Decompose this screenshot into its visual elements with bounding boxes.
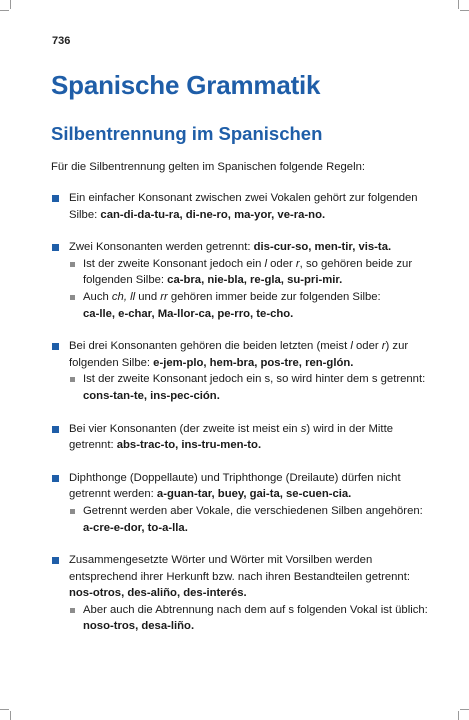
line-text: oder bbox=[267, 257, 296, 270]
rule-line bbox=[69, 552, 431, 569]
line-text: Silbe: bbox=[69, 208, 101, 221]
line-text: getrennt werden: bbox=[69, 488, 157, 501]
line-text: Getrennt werden aber Vokale, die verschiedenen Silben angehören: bbox=[83, 504, 423, 517]
line-text: Bei drei Konsonanten gehören die beiden letzten (meist bbox=[69, 340, 351, 353]
line-text: getrennt: bbox=[69, 439, 117, 452]
sub-rule-item bbox=[69, 256, 431, 289]
square-bullet-icon bbox=[52, 475, 59, 482]
rule-line bbox=[69, 207, 431, 224]
crop-mark-top-left-v bbox=[10, 0, 11, 9]
crop-mark-top-left-h bbox=[0, 10, 9, 11]
italic-letter: rr bbox=[160, 290, 168, 303]
intro-text: Für die Silbentrennung gelten im Spanischen folgende Regeln: bbox=[51, 161, 366, 173]
line-text: und bbox=[135, 290, 161, 303]
rule-item bbox=[51, 421, 431, 454]
rule-line bbox=[69, 569, 431, 586]
bold-example: can-di-da-tu-ra, di-ne-ro, ma-yor, ve-ra-no. bbox=[100, 208, 326, 221]
rule-item bbox=[51, 552, 431, 635]
sub-rule-line bbox=[83, 289, 431, 306]
line-text: , so gehören beide zur bbox=[299, 257, 413, 270]
rules-list bbox=[51, 190, 431, 651]
rule-line bbox=[69, 190, 431, 207]
bold-example: noso-tros, desa-liño. bbox=[83, 620, 195, 633]
line-text: ) zur bbox=[385, 340, 409, 353]
italic-letter: r bbox=[381, 340, 386, 353]
italic-letter: r bbox=[295, 257, 300, 270]
square-bullet-icon bbox=[52, 195, 59, 202]
sub-rule-item bbox=[69, 503, 431, 536]
sub-rule-item bbox=[69, 602, 431, 635]
sub-rule-line bbox=[83, 520, 431, 537]
square-bullet-icon bbox=[52, 557, 59, 564]
rule-line bbox=[69, 585, 431, 602]
sub-rule-line bbox=[83, 602, 431, 619]
square-bullet-icon bbox=[52, 244, 59, 251]
sub-rule-line bbox=[83, 618, 431, 635]
crop-mark-bottom-right-h bbox=[460, 709, 469, 710]
line-text: ) wird in der Mitte bbox=[306, 422, 393, 435]
rule-line bbox=[69, 355, 431, 372]
bold-example: cons-tan-te, ins-pec-ción. bbox=[83, 389, 220, 402]
line-text: Zwei Konsonanten werden getrennt: bbox=[69, 241, 254, 254]
crop-mark-bottom-left-v bbox=[10, 711, 11, 720]
small-square-bullet-icon bbox=[70, 295, 75, 300]
small-square-bullet-icon bbox=[70, 608, 75, 613]
rule-line bbox=[69, 421, 431, 438]
line-text: Bei vier Konsonanten (der zweite ist meist ein bbox=[69, 422, 301, 435]
bold-example: a-guan-tar, buey, gai-ta, se-cuen-cia. bbox=[156, 488, 352, 501]
bold-example: ca-bra, nie-bla, re-gla, su-pri-mir. bbox=[167, 274, 343, 287]
rule-item bbox=[51, 470, 431, 536]
crop-mark-top-right-h bbox=[460, 10, 469, 11]
rule-item bbox=[51, 239, 431, 322]
section-heading: Silbentrennung im Spanischen bbox=[51, 123, 323, 144]
small-square-bullet-icon bbox=[70, 377, 75, 382]
line-text: Diphthonge (Doppellaute) und Triphthonge (Dreilaute) dürfen nicht bbox=[69, 471, 401, 484]
line-text: Ist der zweite Konsonant jedoch ein bbox=[83, 257, 265, 270]
sub-rule-item bbox=[69, 371, 431, 404]
sub-rule-line bbox=[83, 388, 431, 405]
sub-rule-line bbox=[83, 503, 431, 520]
italic-letter: ch, ll bbox=[111, 290, 136, 303]
rule-line bbox=[69, 338, 431, 355]
crop-mark-top-right-v bbox=[458, 0, 459, 9]
line-text: gehören immer beide zur folgenden Silbe: bbox=[167, 290, 381, 303]
bold-example: dis-cur-so, men-tir, vis-ta. bbox=[253, 241, 392, 254]
sub-rule-item bbox=[69, 289, 431, 322]
sub-rule-line bbox=[83, 256, 431, 273]
rule-item bbox=[51, 338, 431, 404]
line-text: folgenden Silbe: bbox=[69, 356, 154, 369]
crop-mark-bottom-right-v bbox=[458, 711, 459, 720]
bold-example: ca-lle, e-char, Ma-llor-ca, pe-rro, te-cho. bbox=[83, 307, 294, 320]
italic-letter: l bbox=[350, 340, 353, 353]
bold-example: a-cre-e-dor, to-a-lla. bbox=[83, 521, 188, 534]
square-bullet-icon bbox=[52, 426, 59, 433]
sub-rule-line bbox=[83, 306, 431, 323]
sub-rule-line bbox=[83, 371, 431, 388]
bold-example: e-jem-plo, hem-bra, pos-tre, ren-glón. bbox=[153, 356, 354, 369]
rule-line bbox=[69, 437, 431, 454]
line-text: Zusammengesetzte Wörter und Wörter mit Vorsilben werden bbox=[69, 554, 373, 567]
line-text: Aber auch die Abtrennung nach dem auf s folgenden Vokal ist üblich: bbox=[83, 603, 428, 616]
crop-mark-bottom-left-h bbox=[0, 709, 9, 710]
page-title: Spanische Grammatik bbox=[51, 70, 321, 100]
rule-line bbox=[69, 486, 431, 503]
line-text: Auch bbox=[83, 290, 112, 303]
italic-letter: s bbox=[300, 422, 307, 435]
rule-item bbox=[51, 190, 431, 223]
square-bullet-icon bbox=[52, 343, 59, 350]
rule-line bbox=[69, 470, 431, 487]
bold-example: nos-otros, des-aliño, des-interés. bbox=[69, 587, 247, 600]
small-square-bullet-icon bbox=[70, 509, 75, 514]
page-number: 736 bbox=[52, 35, 71, 47]
line-text: entsprechend ihrer Herkunft bzw. nach ihren Bestandteilen getrennt: bbox=[69, 570, 410, 583]
line-text: folgenden Silbe: bbox=[83, 274, 168, 287]
bold-example: abs-trac-to, ins-tru-men-to. bbox=[116, 439, 262, 452]
line-text: oder bbox=[352, 340, 382, 353]
small-square-bullet-icon bbox=[70, 262, 75, 267]
line-text: Ist der zweite Konsonant jedoch ein s, so wird hinter dem s getrennt: bbox=[83, 373, 426, 386]
italic-letter: l bbox=[264, 257, 268, 270]
line-text: Ein einfacher Konsonant zwischen zwei Vokalen gehört zur folgenden bbox=[69, 192, 418, 204]
rule-line bbox=[69, 239, 431, 256]
sub-rule-line bbox=[83, 272, 431, 289]
